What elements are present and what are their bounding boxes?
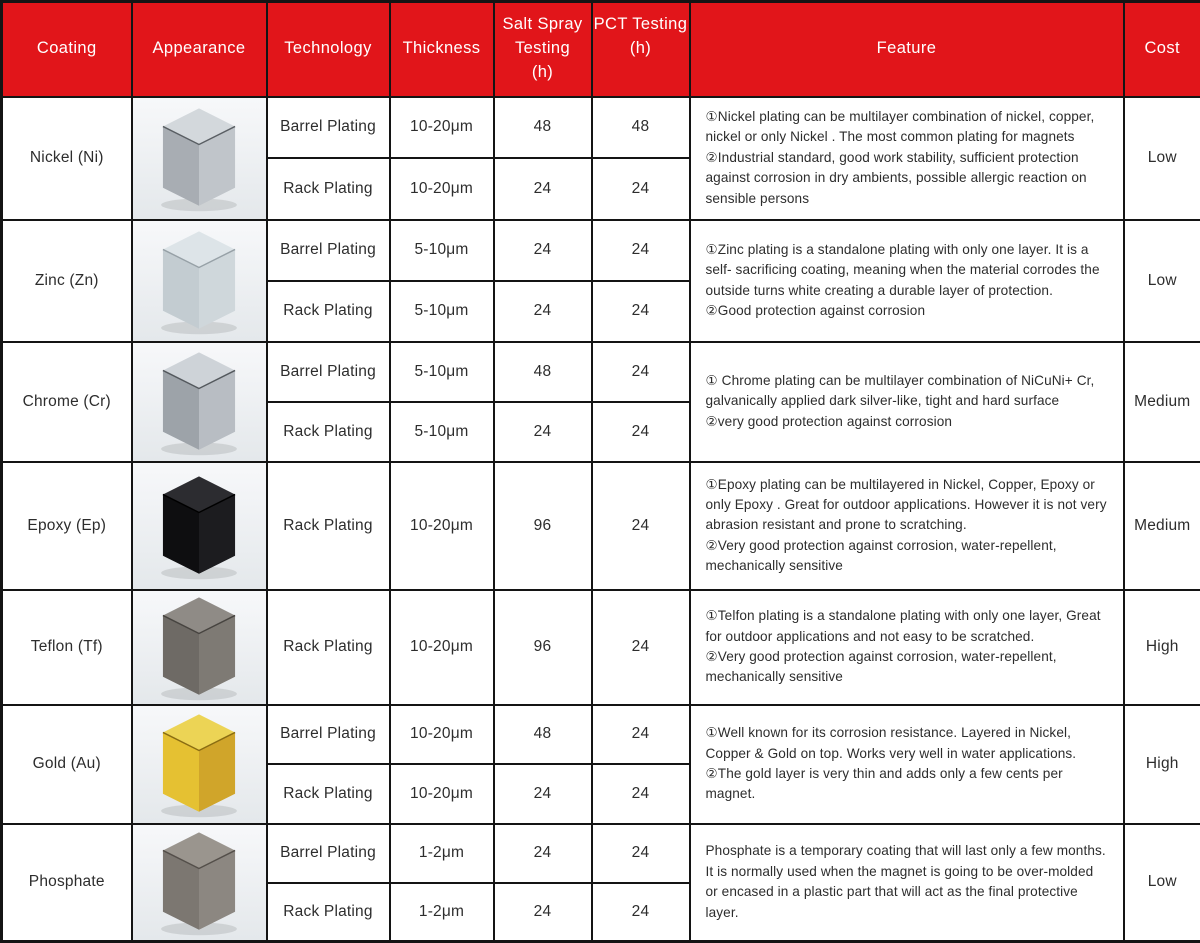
feature-cell [690, 342, 1124, 462]
salt-spray-cell: 24 [494, 220, 592, 281]
feature-part: ②very good protection against corrosion [706, 412, 1108, 432]
header-label: Feature [691, 37, 1123, 61]
cost-cell: High [1124, 590, 1200, 705]
thickness-cell: 5-10μm [390, 342, 494, 402]
feature-cell [690, 824, 1124, 942]
pct-cell: 24 [592, 402, 690, 462]
thickness-cell: 5-10μm [390, 281, 494, 342]
header-cell-appearance [132, 2, 267, 97]
salt-spray-cell: 96 [494, 590, 592, 705]
pct-cell: 24 [592, 883, 690, 942]
salt-spray-cell: 24 [494, 158, 592, 220]
feature-cell [690, 590, 1124, 705]
feature-part: ①Nickel plating can be multilayer combination of nickel, copper, nickel or only Nickel . The most common plating for magnets [706, 107, 1108, 148]
header-cell-coating [2, 2, 132, 97]
cost-cell: Low [1124, 824, 1200, 942]
cost-cell: Medium [1124, 342, 1200, 462]
pct-cell: 24 [592, 220, 690, 281]
feature-part: ②Very good protection against corrosion, water-repellent, mechanically sensitive [706, 536, 1108, 577]
header-label: Cost [1125, 37, 1200, 61]
header-cell-cost [1124, 2, 1200, 97]
technology-cell: Rack Plating [267, 764, 390, 824]
salt-spray-cell: 96 [494, 462, 592, 590]
thickness-cell: 1-2μm [390, 883, 494, 942]
salt-spray-cell: 24 [494, 402, 592, 462]
appearance-cell [132, 220, 267, 342]
header-label: Testing [495, 37, 591, 61]
feature-cell [690, 705, 1124, 824]
pct-cell: 24 [592, 281, 690, 342]
coating-photo [133, 221, 266, 341]
thickness-cell: 1-2μm [390, 824, 494, 883]
coating-name: Nickel (Ni) [2, 97, 132, 220]
table-row [2, 462, 1200, 590]
technology-cell: Rack Plating [267, 158, 390, 220]
table-row [2, 97, 1200, 158]
feature-part: ①Well known for its corrosion resistance. Layered in Nickel, Copper & Gold on top. Works very well in water applications. [706, 723, 1108, 764]
appearance-cell [132, 342, 267, 462]
cost-cell: Low [1124, 220, 1200, 342]
table-row [2, 824, 1200, 883]
thickness-cell: 10-20μm [390, 97, 494, 158]
feature-cell [690, 462, 1124, 590]
salt-spray-cell: 24 [494, 764, 592, 824]
coating-photo [133, 98, 266, 219]
salt-spray-cell: 24 [494, 883, 592, 942]
header-label: Appearance [133, 37, 266, 61]
feature-part: ②Very good protection against corrosion, water-repellent, mechanically sensitive [706, 647, 1108, 688]
cube-icon [153, 471, 245, 581]
appearance-cell [132, 824, 267, 942]
cost-cell: Low [1124, 97, 1200, 220]
appearance-cell [132, 462, 267, 590]
cube-icon [153, 592, 245, 702]
table-row [2, 590, 1200, 705]
appearance-cell [132, 590, 267, 705]
technology-cell: Rack Plating [267, 281, 390, 342]
technology-cell: Barrel Plating [267, 342, 390, 402]
coating-name: Chrome (Cr) [2, 342, 132, 462]
cube-icon [153, 226, 245, 336]
cube-icon [153, 709, 245, 819]
thickness-cell: 5-10μm [390, 402, 494, 462]
technology-cell: Barrel Plating [267, 705, 390, 764]
header-label: Coating [3, 37, 131, 61]
appearance-cell [132, 97, 267, 220]
technology-cell: Barrel Plating [267, 220, 390, 281]
salt-spray-cell: 48 [494, 342, 592, 402]
pct-cell: 24 [592, 590, 690, 705]
salt-spray-cell: 48 [494, 705, 592, 764]
coating-photo [133, 343, 266, 461]
technology-cell: Rack Plating [267, 402, 390, 462]
coating-photo [133, 706, 266, 823]
pct-cell: 24 [592, 705, 690, 764]
table-row [2, 705, 1200, 764]
thickness-cell: 10-20μm [390, 158, 494, 220]
feature-cell [690, 97, 1124, 220]
feature-part: ①Telfon plating is a standalone plating with only one layer, Great for outdoor applications and not easy to be scratched. [706, 606, 1108, 647]
header-label: Salt Spray [495, 13, 591, 37]
technology-cell: Rack Plating [267, 883, 390, 942]
feature-part: ①Epoxy plating can be multilayered in Nickel, Copper, Epoxy or only Epoxy . Great for outdoor applications. However it is not very abrasion resistant and prone to scratching. [706, 475, 1108, 536]
appearance-cell [132, 705, 267, 824]
thickness-cell: 10-20μm [390, 462, 494, 590]
header-label: (h) [593, 37, 689, 61]
cost-cell: High [1124, 705, 1200, 824]
header-cell-pct [592, 2, 690, 97]
thickness-cell: 10-20μm [390, 705, 494, 764]
header-label: Thickness [391, 37, 493, 61]
salt-spray-cell: 24 [494, 824, 592, 883]
feature-part: ① Chrome plating can be multilayer combination of NiCuNi+ Cr, galvanically applied dark silver-like, tight and hard surface [706, 371, 1108, 412]
table-row [2, 220, 1200, 281]
cube-icon [153, 103, 245, 213]
pct-cell: 48 [592, 97, 690, 158]
cube-icon [153, 347, 245, 457]
coating-photo [133, 825, 266, 941]
thickness-cell: 10-20μm [390, 764, 494, 824]
coating-name: Gold (Au) [2, 705, 132, 824]
salt-spray-cell: 48 [494, 97, 592, 158]
coating-name: Teflon (Tf) [2, 590, 132, 705]
feature-part: ②The gold layer is very thin and adds only a few cents per magnet. [706, 764, 1108, 805]
coating-name: Epoxy (Ep) [2, 462, 132, 590]
feature-part: Phosphate is a temporary coating that will last only a few months. It is normally used when the magnet is going to be over-molded or encased in a plastic part that will act as the final protective layer. [706, 841, 1108, 923]
header-cell-technology [267, 2, 390, 97]
cube-icon [153, 827, 245, 937]
header-label: (h) [495, 61, 591, 85]
pct-cell: 24 [592, 158, 690, 220]
pct-cell: 24 [592, 764, 690, 824]
feature-part: ②Industrial standard, good work stability, sufficient protection against corrosion in dry ambients, possible allergic reaction on sensible persons [706, 148, 1108, 209]
table-row [2, 342, 1200, 402]
coating-photo [133, 463, 266, 589]
header-label: PCT Testing [593, 13, 689, 37]
salt-spray-cell: 24 [494, 281, 592, 342]
technology-cell: Barrel Plating [267, 97, 390, 158]
feature-part: ②Good protection against corrosion [706, 301, 1108, 321]
coating-name: Phosphate [2, 824, 132, 942]
technology-cell: Barrel Plating [267, 824, 390, 883]
pct-cell: 24 [592, 462, 690, 590]
header-cell-thickness [390, 2, 494, 97]
pct-cell: 24 [592, 824, 690, 883]
feature-part: ①Zinc plating is a standalone plating with only one layer. It is a self- sacrificing coating, meaning when the material corrodes the outside turns white creating a durable layer of protection. [706, 240, 1108, 301]
coating-photo [133, 591, 266, 704]
header-cell-salt-spray [494, 2, 592, 97]
thickness-cell: 10-20μm [390, 590, 494, 705]
header-label: Technology [268, 37, 389, 61]
pct-cell: 24 [592, 342, 690, 402]
cost-cell: Medium [1124, 462, 1200, 590]
coating-name: Zinc (Zn) [2, 220, 132, 342]
feature-cell [690, 220, 1124, 342]
header-cell-feature [690, 2, 1124, 97]
header-row [2, 2, 1200, 97]
technology-cell: Rack Plating [267, 590, 390, 705]
technology-cell: Rack Plating [267, 462, 390, 590]
thickness-cell: 5-10μm [390, 220, 494, 281]
